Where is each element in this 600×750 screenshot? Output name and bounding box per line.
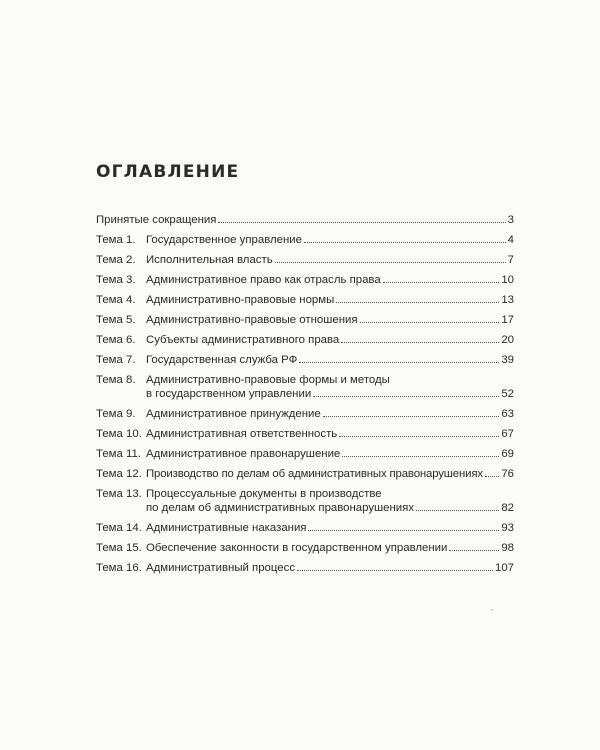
toc-entry-number: Тема 10. (96, 428, 142, 440)
toc-entry-body (146, 447, 514, 461)
toc-entry-line (146, 353, 514, 367)
toc-entry[interactable] (96, 213, 514, 227)
toc-entry-line (146, 521, 514, 535)
toc-entry[interactable] (96, 233, 514, 247)
toc-entry-body (146, 373, 514, 401)
toc-entry-line (146, 293, 514, 307)
toc-entry-page: 39 (501, 354, 514, 366)
toc-entry-line (146, 387, 514, 401)
toc-entry-line (146, 427, 514, 441)
toc-entry-number: Тема 15. (96, 542, 142, 554)
toc-entry-line (146, 561, 514, 575)
toc-entry[interactable] (96, 561, 514, 575)
toc-entry[interactable] (96, 407, 514, 421)
toc-entry-page: 20 (501, 334, 514, 346)
toc-entry-number: Тема 3. (96, 274, 136, 286)
toc-entry-line (146, 407, 514, 421)
toc-entry-number: Тема 5. (96, 314, 136, 326)
dot-leader (218, 222, 505, 223)
toc-entry-title: в государственном управлении (146, 388, 312, 400)
toc-entry-body (146, 521, 514, 535)
toc-entry-title: Административные наказания (146, 522, 307, 534)
toc-entry-number: Тема 12. (96, 468, 142, 480)
dot-leader (308, 530, 499, 531)
toc-entry[interactable] (96, 333, 514, 347)
toc-entry-body (146, 407, 514, 421)
toc-entry-line (146, 501, 514, 515)
dot-leader (313, 396, 499, 397)
toc-entry-title: Обеспечение законности в государственном управлении (146, 542, 448, 554)
toc-entry-title: Производство по делам об административных правонарушениях (146, 468, 483, 480)
toc-entry-page: 82 (501, 502, 514, 514)
dot-leader (323, 416, 500, 417)
toc-entry-page: 7 (507, 254, 514, 266)
toc-entry[interactable] (96, 521, 514, 535)
toc-entry-line (146, 467, 514, 481)
dot-leader (342, 456, 499, 457)
dot-leader (341, 342, 499, 343)
toc-entry-page: 3 (507, 214, 514, 226)
toc-entry-title: Административное принуждение (146, 408, 321, 420)
toc-entry-page: 13 (501, 294, 514, 306)
toc-entry-title: Государственная служба РФ (146, 354, 298, 366)
toc-entry-page: 10 (501, 274, 514, 286)
dot-leader (299, 362, 499, 363)
dot-leader (416, 510, 499, 511)
toc-entry[interactable] (96, 541, 514, 555)
toc-entry-page: 98 (501, 542, 514, 554)
toc-entry-line (146, 233, 514, 247)
toc-entry-page: 17 (501, 314, 514, 326)
toc-entry-body (146, 541, 514, 555)
toc-entry-title: Административно-правовые отношения (146, 314, 358, 326)
toc-entry-page: 63 (501, 408, 514, 420)
toc-entry-line (146, 541, 514, 555)
dot-leader (336, 302, 499, 303)
dot-leader (297, 570, 493, 571)
toc-entry-page: 69 (501, 448, 514, 460)
toc-entry[interactable] (96, 253, 514, 267)
toc-entry[interactable] (96, 373, 514, 401)
toc-entry-number: Тема 6. (96, 334, 136, 346)
dot-leader (275, 262, 506, 263)
toc-entry-page: 67 (501, 428, 514, 440)
toc-entry-line (146, 373, 514, 387)
toc-entry-page: 4 (507, 234, 514, 246)
dot-leader (304, 242, 506, 243)
toc-entry-line (146, 487, 514, 501)
toc-entry-title: Государственное управление (146, 234, 302, 246)
toc-entry[interactable] (96, 313, 514, 327)
toc-entry-number: Тема 8. (96, 374, 136, 386)
toc-entry[interactable] (96, 467, 514, 481)
toc-entry-title: Административный процесс (146, 562, 296, 574)
toc-entry-number: Тема 4. (96, 294, 136, 306)
toc-entry[interactable] (96, 293, 514, 307)
toc-entry-title-line1: Процессуальные документы в производстве (146, 488, 382, 500)
toc-entry-line (146, 313, 514, 327)
toc-entry-body (146, 313, 514, 327)
toc-entry-title: Административное право как отрасль права (146, 274, 381, 286)
toc-entry-number: Тема 2. (96, 254, 136, 266)
dot-leader (360, 322, 500, 323)
dot-leader (449, 550, 499, 551)
toc-entry-number: Тема 16. (96, 562, 142, 574)
toc-entry[interactable] (96, 273, 514, 287)
toc-entry[interactable] (96, 487, 514, 515)
toc-entry[interactable] (96, 353, 514, 367)
toc-entry-body (146, 353, 514, 367)
toc-entry-number: Тема 11. (96, 448, 141, 460)
toc-entry-body (146, 293, 514, 307)
dot-leader (339, 436, 499, 437)
dot-leader (485, 476, 499, 477)
toc-entry-title: Административное правонарушение (146, 448, 341, 460)
toc-entry-line (146, 447, 514, 461)
toc-entry-line (146, 333, 514, 347)
toc-entry-number: Тема 7. (96, 354, 136, 366)
toc-entry-number: Тема 13. (96, 488, 142, 500)
toc-entry-title: Исполнительная власть (146, 254, 273, 266)
toc-entry-line (146, 273, 514, 287)
toc-entry-title: Принятые сокращения (96, 214, 217, 226)
toc-entry-number: Тема 9. (96, 408, 136, 420)
toc-entry-page: 93 (501, 522, 514, 534)
toc-entry-page: 107 (494, 562, 514, 574)
toc-entry-title: Субъекты административного права (146, 334, 340, 346)
toc-entry-body (146, 467, 514, 481)
toc-entry[interactable] (96, 447, 514, 461)
table-of-contents (96, 213, 514, 581)
toc-entry-body (146, 333, 514, 347)
toc-entry-body (146, 487, 514, 515)
toc-entry-body (146, 561, 514, 575)
toc-entry-title: Административная ответственность (146, 428, 338, 440)
paper-speck (491, 609, 493, 611)
toc-entry-page: 76 (501, 468, 514, 480)
toc-entry-number: Тема 14. (96, 522, 142, 534)
toc-entry-title-line1: Административно-правовые формы и методы (146, 374, 390, 386)
toc-entry-body (146, 233, 514, 247)
toc-entry-title: Административно-правовые нормы (146, 294, 335, 306)
toc-entry-title: по делам об административных правонарушениях (146, 502, 415, 514)
toc-entry-body (146, 253, 514, 267)
toc-entry-page: 52 (501, 388, 514, 400)
toc-entry-number: Тема 1. (96, 234, 136, 246)
page-title: ОГЛАВЛЕНИЕ (96, 162, 240, 182)
toc-entry-line (96, 213, 514, 227)
dot-leader (383, 282, 500, 283)
toc-entry-body (96, 213, 514, 227)
toc-entry-body (146, 273, 514, 287)
toc-entry-body (146, 427, 514, 441)
toc-entry-line (146, 253, 514, 267)
toc-entry[interactable] (96, 427, 514, 441)
